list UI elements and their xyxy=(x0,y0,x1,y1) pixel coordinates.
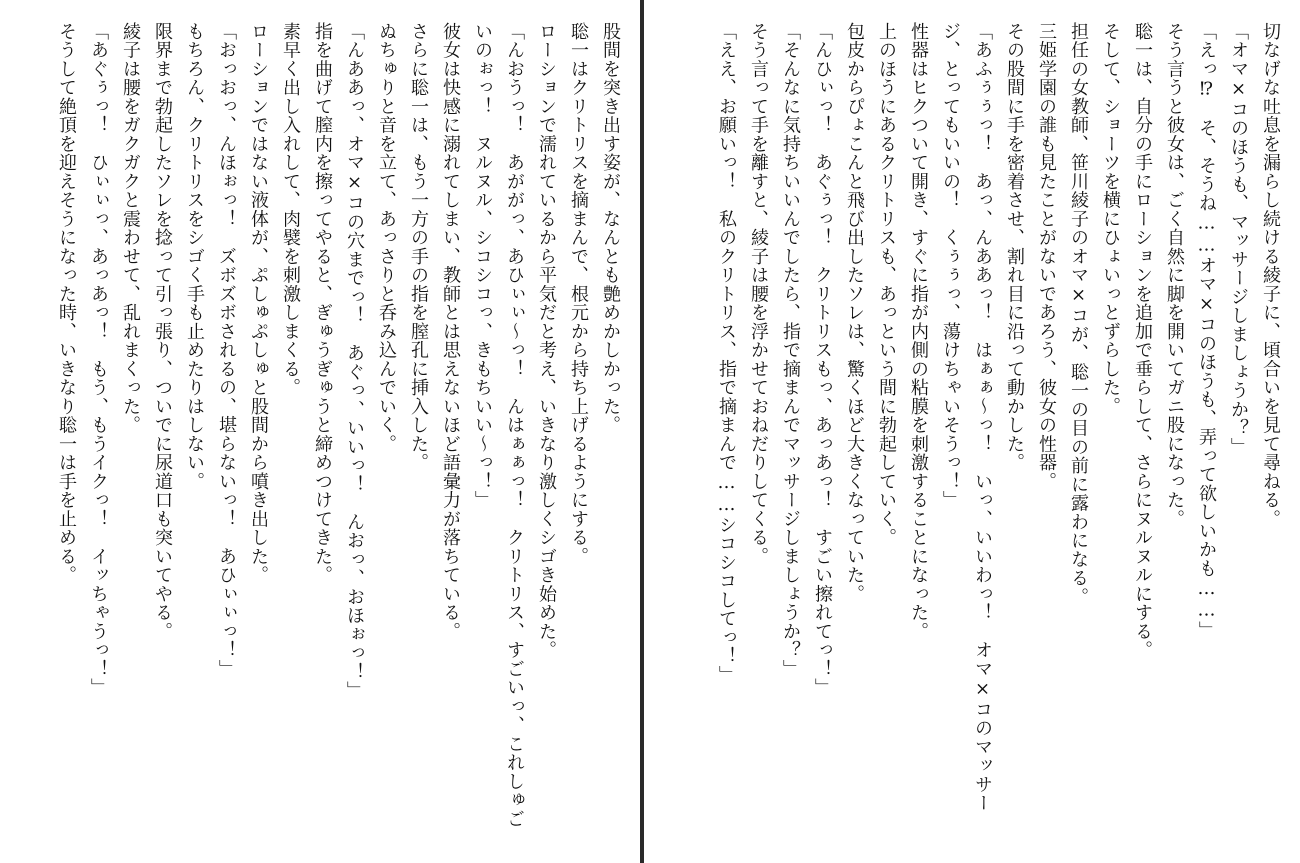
text-line: 素早く出し入れして、肉襞を刺激しまくる。 xyxy=(280,22,301,397)
text-line: 三姫学園の誰も見たことがないであろう、彼女の性器。 xyxy=(1036,22,1057,491)
left-page-text xyxy=(6,22,626,842)
text-line: 限界まで勃起したソレを捻って引っ張り、ついでに尿道口も突いてやる。 xyxy=(152,22,173,641)
text-line: 「そんなに気持ちいいんでしたら、指で摘まんでマッサージしましょうか？」 xyxy=(780,22,801,679)
text-line: 「んおうっ！ あががっ、あひぃぃ～っ！ んはぁぁっ！ クリトリス、すごいっ、これしゅご xyxy=(504,22,525,829)
text-line: 綾子は腰をガクガクと震わせて、乱れまくった。 xyxy=(120,22,141,435)
text-line: そう言って手を離すと、綾子は腰を浮かせておねだりしてくる。 xyxy=(748,22,769,566)
text-line: 切なげな吐息を漏らし続ける綾子に、頃合いを見て尋ねる。 xyxy=(1260,22,1281,529)
text-line: 股間を突き出す姿が、なんとも艶めかしかった。 xyxy=(600,22,621,435)
text-line: ローションではない液体が、ぷしゅぷしゅと股間から噴き出した。 xyxy=(248,22,269,585)
text-line: そうして絶頂を迎えそうになった時、いきなり聡一は手を止める。 xyxy=(56,22,77,585)
text-line: 包皮からぴょこんと飛び出したソレは、驚くほど大きくなっていた。 xyxy=(844,22,865,604)
text-line: ジ、とってもいいの！ くぅぅっ、蕩けちゃいそうっ！」 xyxy=(940,22,961,510)
text-line: 「えっ⁉ そ、そうね……オマ×コのほうも、弄って欲しいかも……」 xyxy=(1196,22,1217,640)
right-page-text xyxy=(656,22,1286,842)
text-line: 「あふぅぅっ！ あっ、んああっ！ はぁぁ～っ！ いっ、いいわっ！ オマ×コのマッサー xyxy=(972,22,993,813)
text-line: 「オマ×コのほうも、マッサージしましょうか？」 xyxy=(1228,22,1249,457)
text-line: さらに聡一は、もう一方の手の指を膣孔に挿入した。 xyxy=(408,22,429,472)
text-line: ぬちゅりと音を立て、あっさりと呑み込んでいく。 xyxy=(376,22,397,454)
left-page xyxy=(0,0,640,863)
text-line: 担任の女教師、笹川綾子のオマ×コが、聡一の目の前に露わになる。 xyxy=(1068,22,1089,607)
text-line: 上のほうにあるクリトリスも、あっという間に勃起していく。 xyxy=(876,22,897,547)
text-line: ローションで濡れているから平気だと考え、いきなり激しくシゴき始めた。 xyxy=(536,22,557,660)
page-spine-divider xyxy=(640,0,644,863)
text-line: 性器はヒクついて開き、すぐに指が内側の粘膜を刺激することになった。 xyxy=(908,22,929,641)
text-line: 「あぐぅっ！ ひぃぃっ、あっあっ！ もう、もうイクっ！ イッちゃうっ！」 xyxy=(88,22,109,697)
text-line: 「おっおっ、んほぉっ！ ズボズボされるの、堪らないっ！ あひぃぃっ！」 xyxy=(216,22,237,679)
text-line: 聡一はクリトリスを摘まんで、根元から持ち上げるようにする。 xyxy=(568,22,589,566)
text-line: 彼女は快感に溺れてしまい、教師とは思えないほど語彙力が落ちている。 xyxy=(440,22,461,641)
text-line: もちろん、クリトリスをシゴく手も止めたりはしない。 xyxy=(184,22,205,491)
text-line: そう言うと彼女は、ごく自然に脚を開いてガニ股になった。 xyxy=(1164,22,1185,529)
text-line: そして、ショーツを横にひょいっとずらした。 xyxy=(1100,22,1121,416)
text-line: 聡一は、自分の手にローションを追加で垂らして、さらにヌルヌルにする。 xyxy=(1132,22,1153,660)
right-page xyxy=(646,0,1300,863)
text-line: 「んひぃっ！ あぐぅっ！ クリトリスもっ、あっあっ！ すごい擦れてっ！」 xyxy=(812,22,833,697)
text-line: いのぉっ！ ヌルヌル、シコシコっ、きもちいい～っ！」 xyxy=(472,22,493,510)
text-line: その股間に手を密着させ、割れ目に沿って動かした。 xyxy=(1004,22,1025,472)
text-line: 「んああっ、オマ×コの穴までっ！ あぐっ、いいっ！ んおっ、おほぉっ！」 xyxy=(344,22,365,700)
text-line: 指を曲げて膣内を擦ってやると、ぎゅうぎゅうと締めつけてきた。 xyxy=(312,22,333,585)
text-line: 「ええ、お願いっ！ 私のクリトリス、指で摘まんで……シコシコしてっ！」 xyxy=(716,22,737,685)
